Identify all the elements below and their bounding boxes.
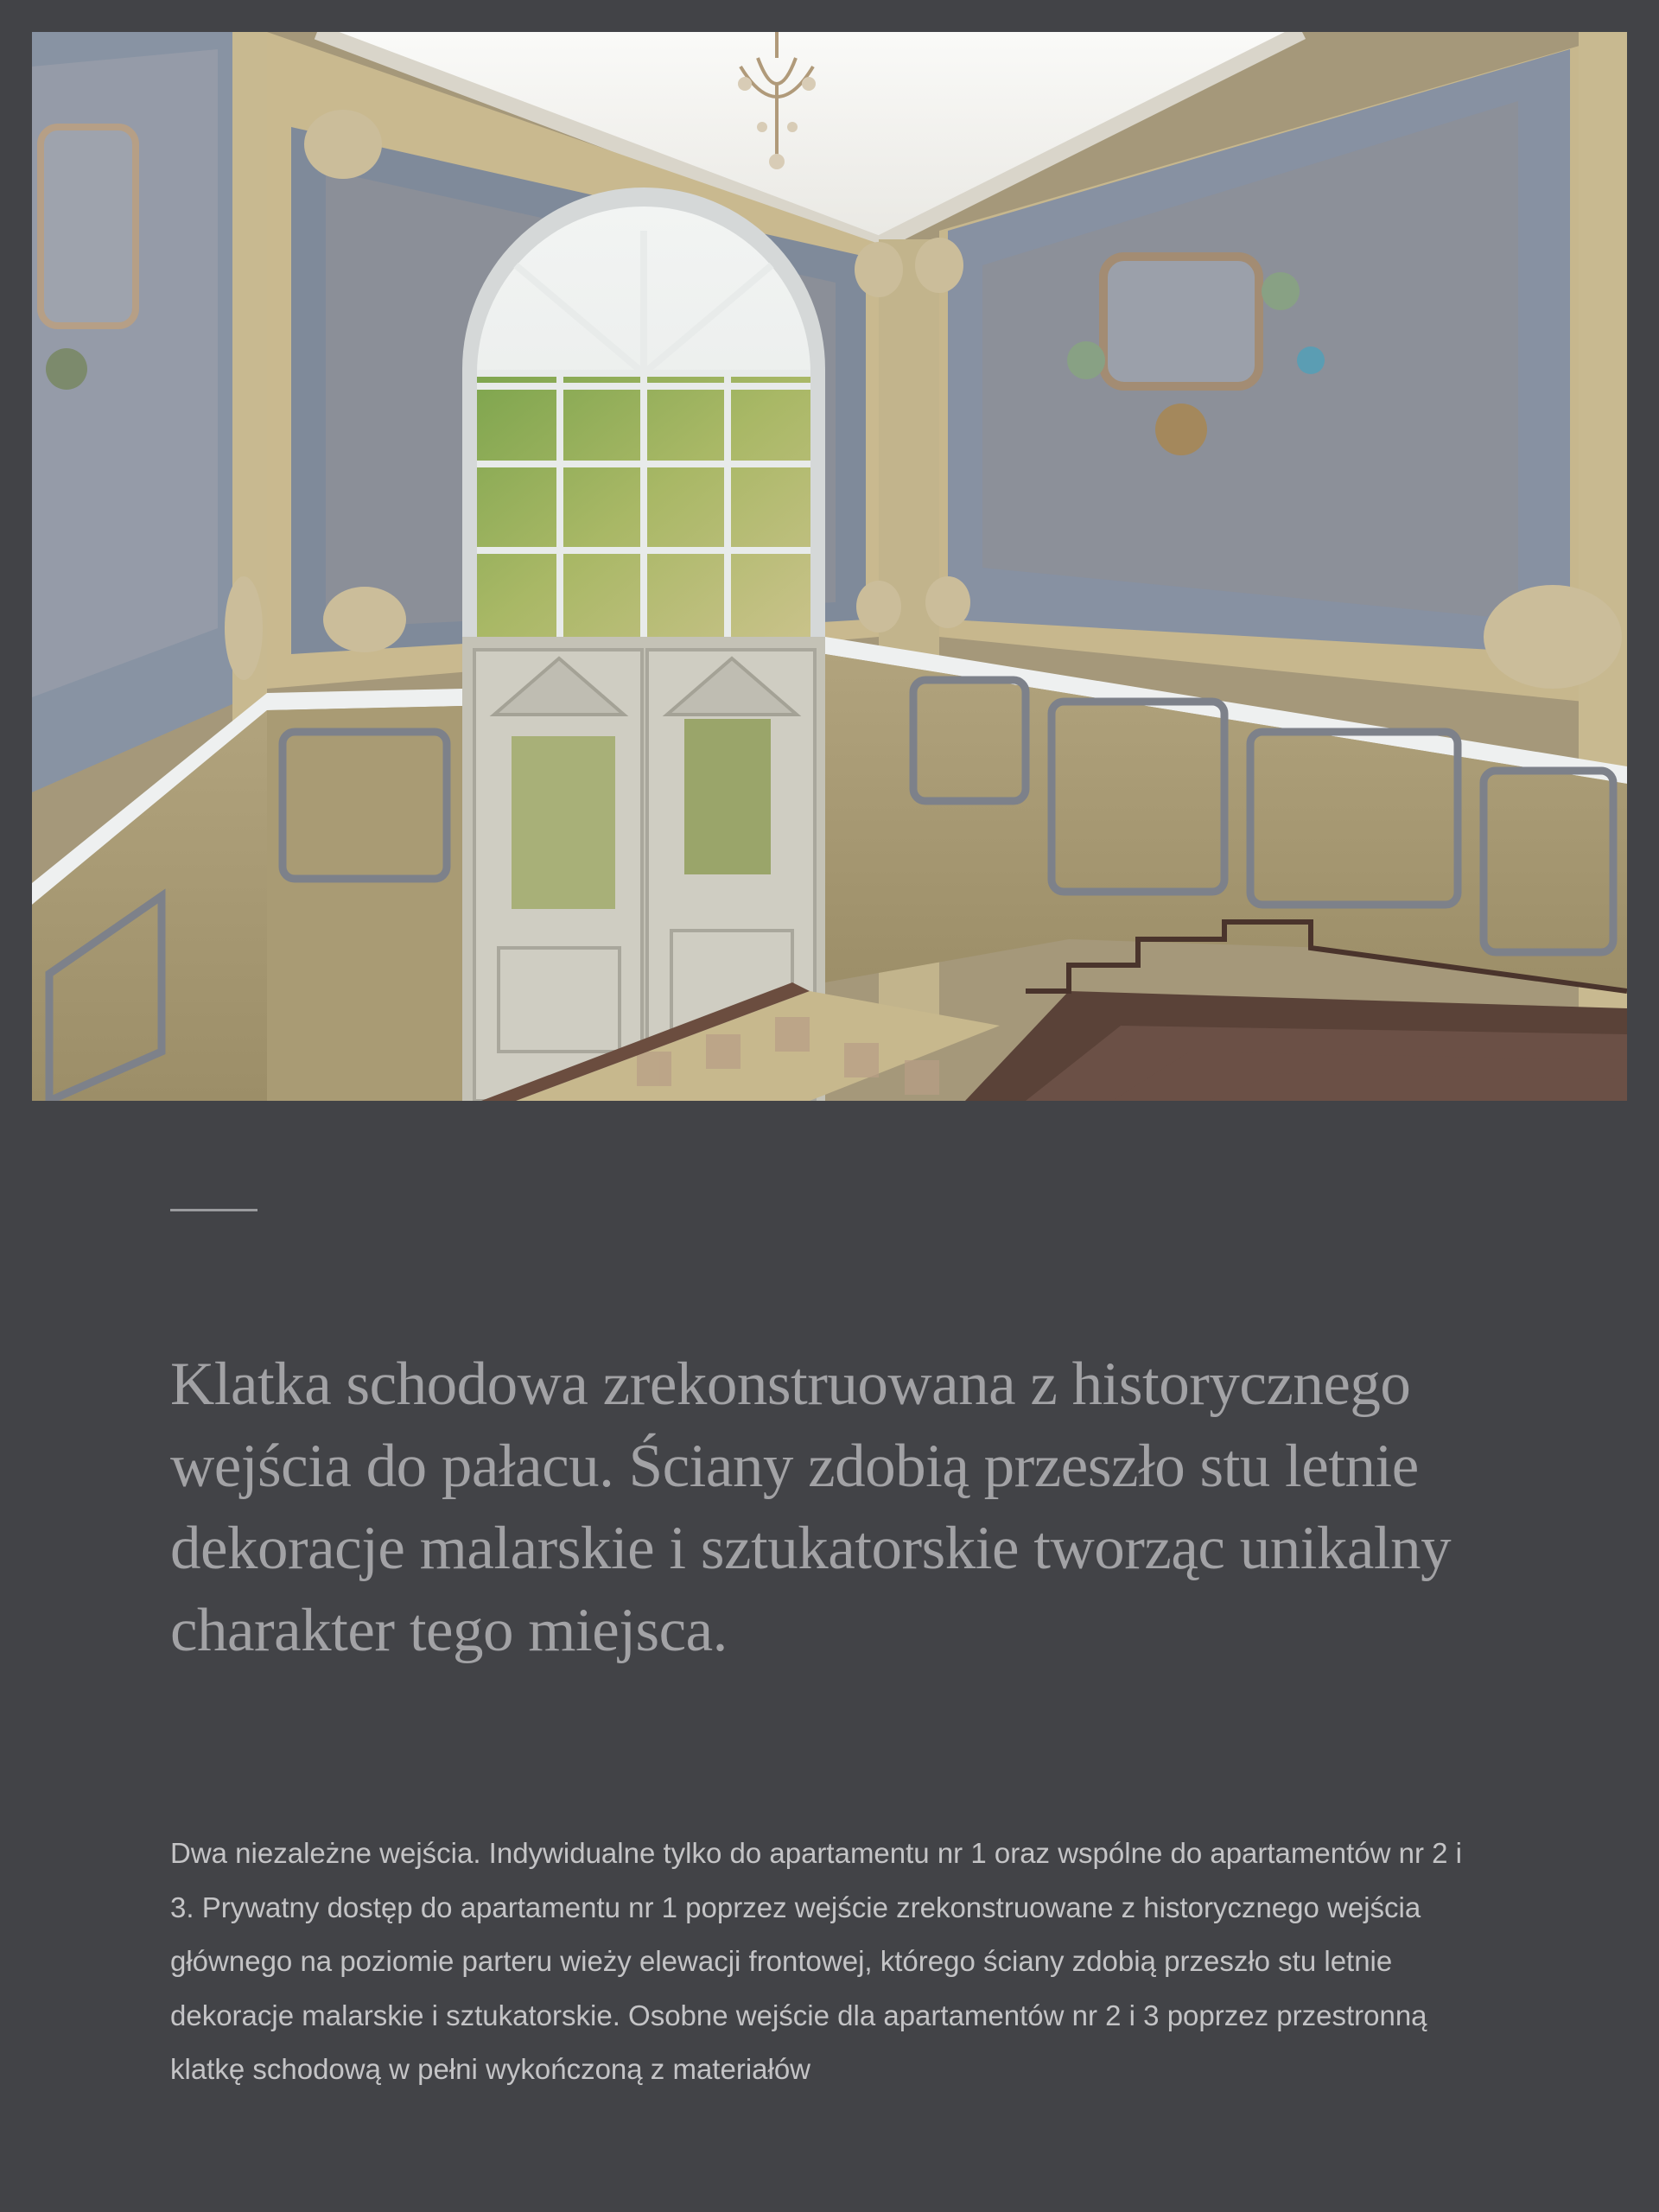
hero-image [32,32,1627,1101]
section-headline: Klatka schodowa zrekonstruowana z historycznego wejścia do pałacu. Ściany zdobią przeszło stu letnie dekoracje malarskie i sztukatorskie tworząc unikalny charakter tego miejsca. [170,1351,1452,1664]
staircase-illustration [32,32,1627,1101]
section-divider [170,1209,257,1211]
section-body-text: Dwa niezależne wejścia. Indywidualne tylko do apartamentu nr 1 oraz wspólne do apartamentów nr 2 i 3. Prywatny dostęp do apartamentu nr 1 poprzez wejście zrekonstruowane z historycznego wejścia głównego na poziomie parteru wieży elewacji frontowej, którego ściany zdobią przeszło stu letnie dekoracje malarskie i sztukatorskie. Osobne wejście dla apartamentów nr 2 i 3 poprzez przestronną klatkę schodową w pełni wykończoną z materiałów [170,1837,1462,2085]
